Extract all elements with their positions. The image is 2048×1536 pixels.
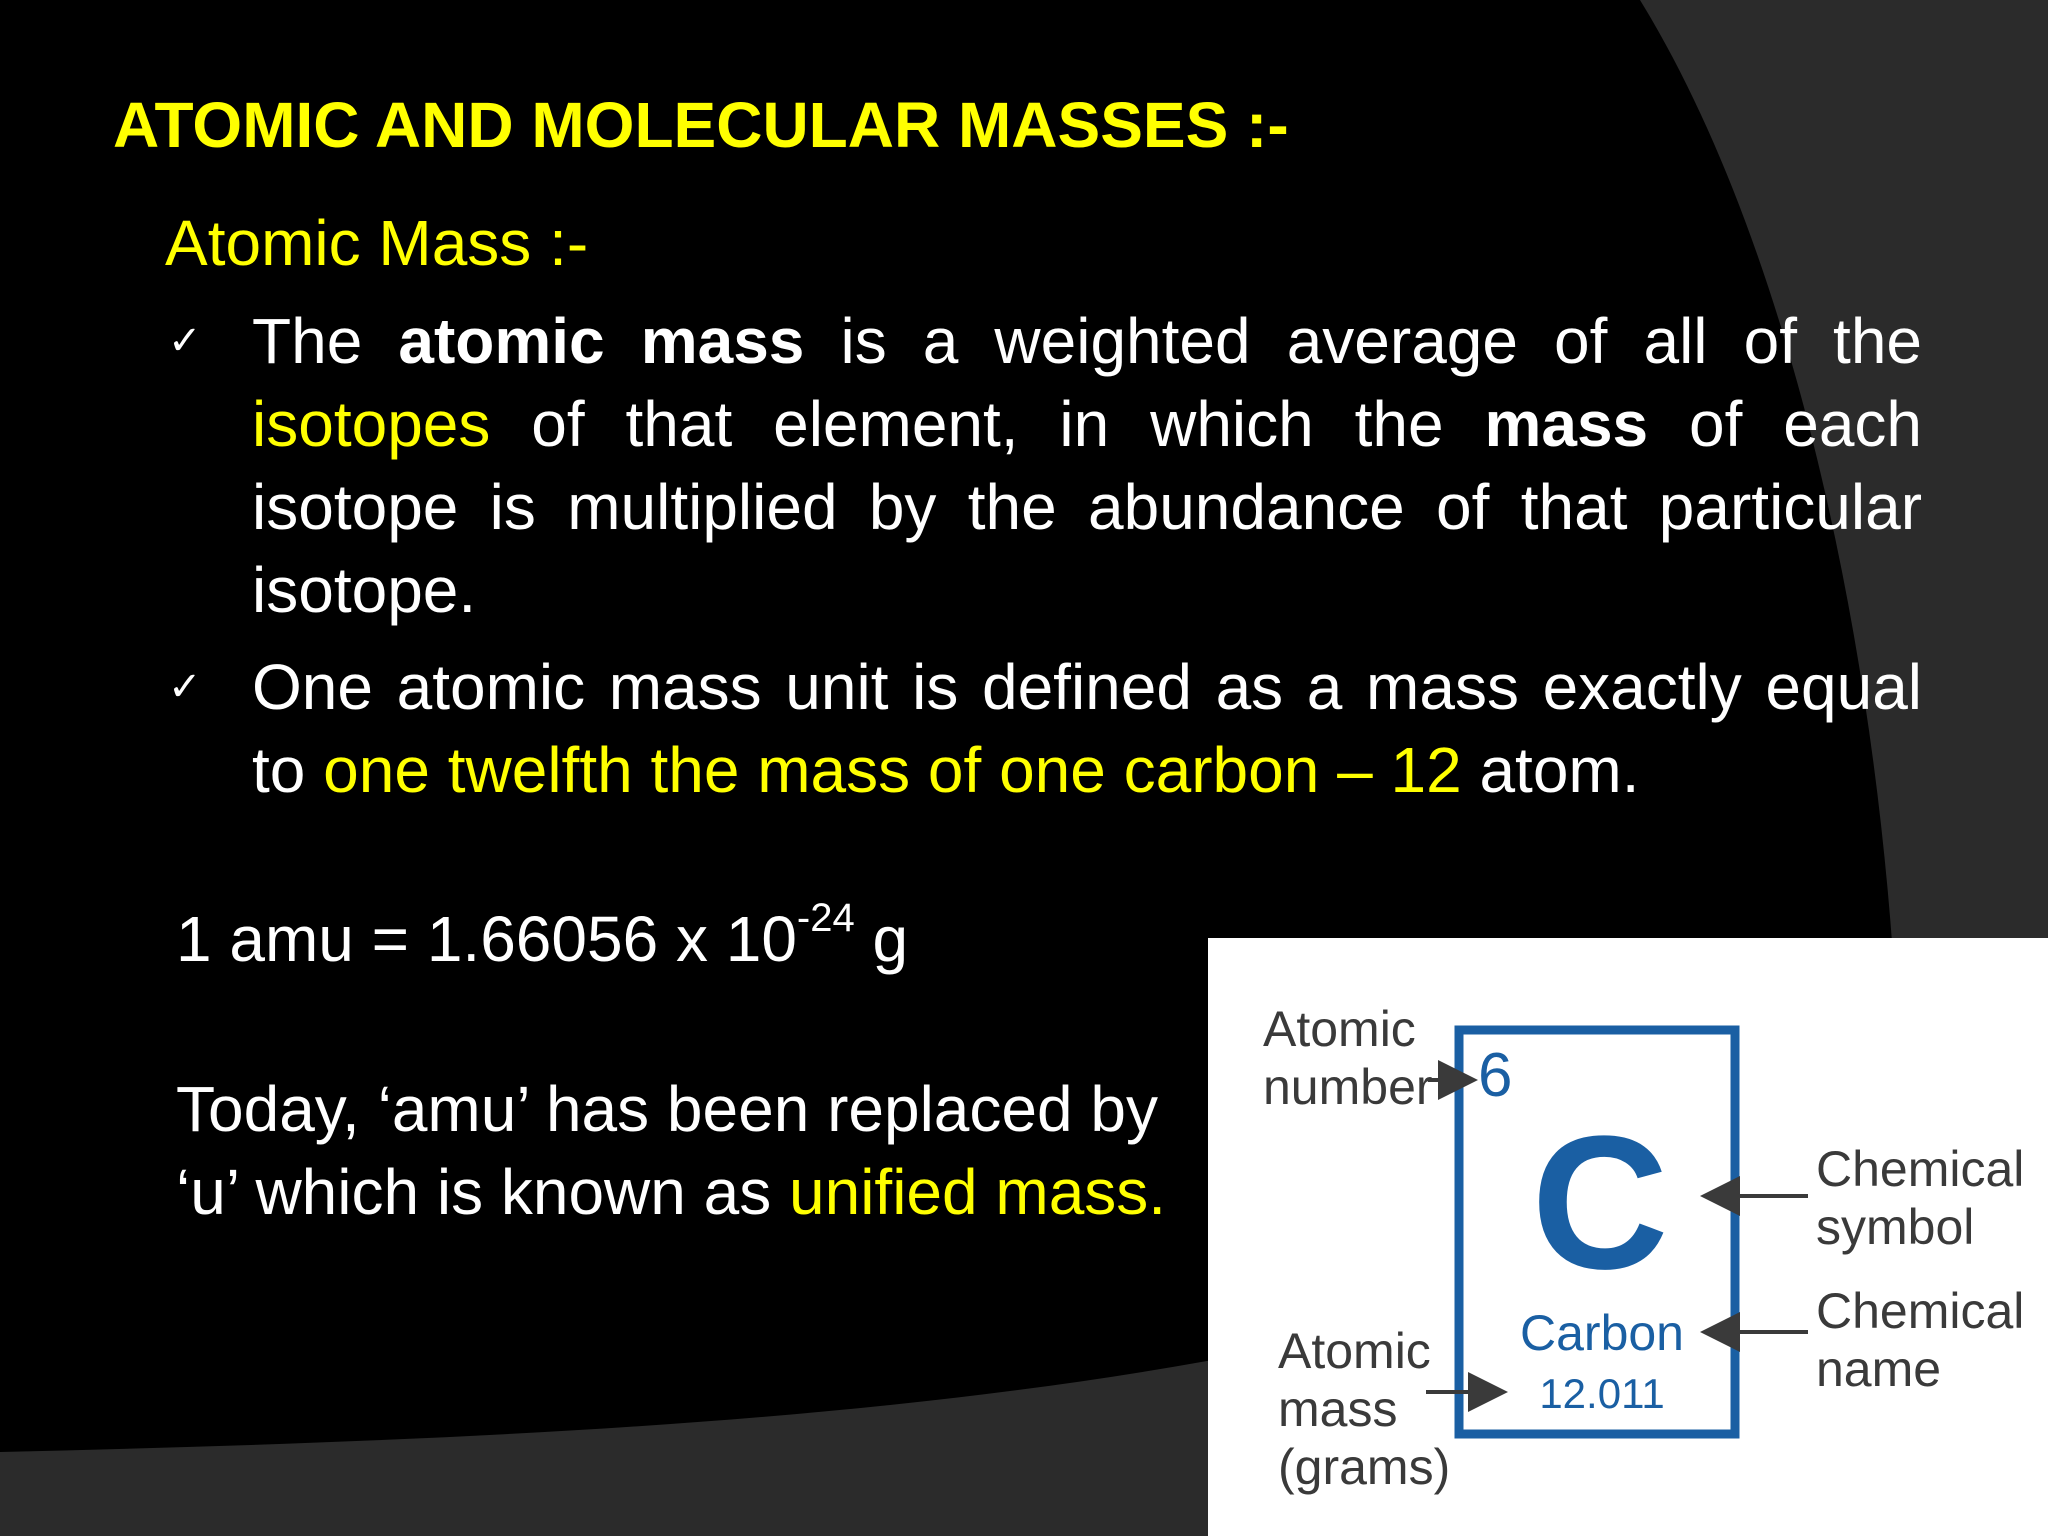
element-name: Carbon (1520, 1305, 1684, 1361)
slide-title: ATOMIC AND MOLECULAR MASSES :- (113, 89, 1289, 161)
atomic-mass-label-line2: mass (1278, 1381, 1398, 1437)
chemical-name-label-line1: Chemical (1816, 1283, 2025, 1339)
chemical-name-label-line2: name (1816, 1341, 1942, 1397)
element-symbol: C (1531, 1097, 1669, 1309)
checkmark-icon: ✓ (168, 664, 202, 710)
amu-value: 1 amu = 1.66056 x $10^{-24}$ g (176, 896, 909, 975)
slide-subheading: Atomic Mass :- (165, 207, 589, 279)
carbon-element-diagram (1208, 938, 2048, 1536)
background-swoosh-bottom (0, 1320, 1400, 1536)
unified-mass-note: Today, ‘amu’ has been replaced by ‘u’ which is known as unified mass. (176, 1073, 1167, 1228)
checkmark-icon: ✓ (168, 318, 202, 364)
chemical-symbol-label-line2: symbol (1816, 1199, 1975, 1255)
atomic-number-label-line1: Atomic (1263, 1001, 1416, 1057)
atomic-mass-label-line1: Atomic (1278, 1323, 1431, 1379)
atomic-number-label-line2: number (1263, 1059, 1433, 1115)
atomic-mass-label-line3: (grams) (1278, 1439, 1451, 1495)
chemical-symbol-label-line1: Chemical (1816, 1141, 2025, 1197)
element-mass: 12.011 (1539, 1370, 1665, 1417)
atomic-number: 6 (1478, 1041, 1513, 1110)
bullet-amu-definition: One atomic mass unit is defined as a mass exactly equal to one twelfth the mass of one carbon – 12 atom. (252, 651, 1922, 806)
bullet-atomic-mass: The atomic mass is a weighted average of all of the isotopes of that element, in which the mass of each isotope is multiplied by the abundance of that particular isotope. (252, 305, 1923, 626)
